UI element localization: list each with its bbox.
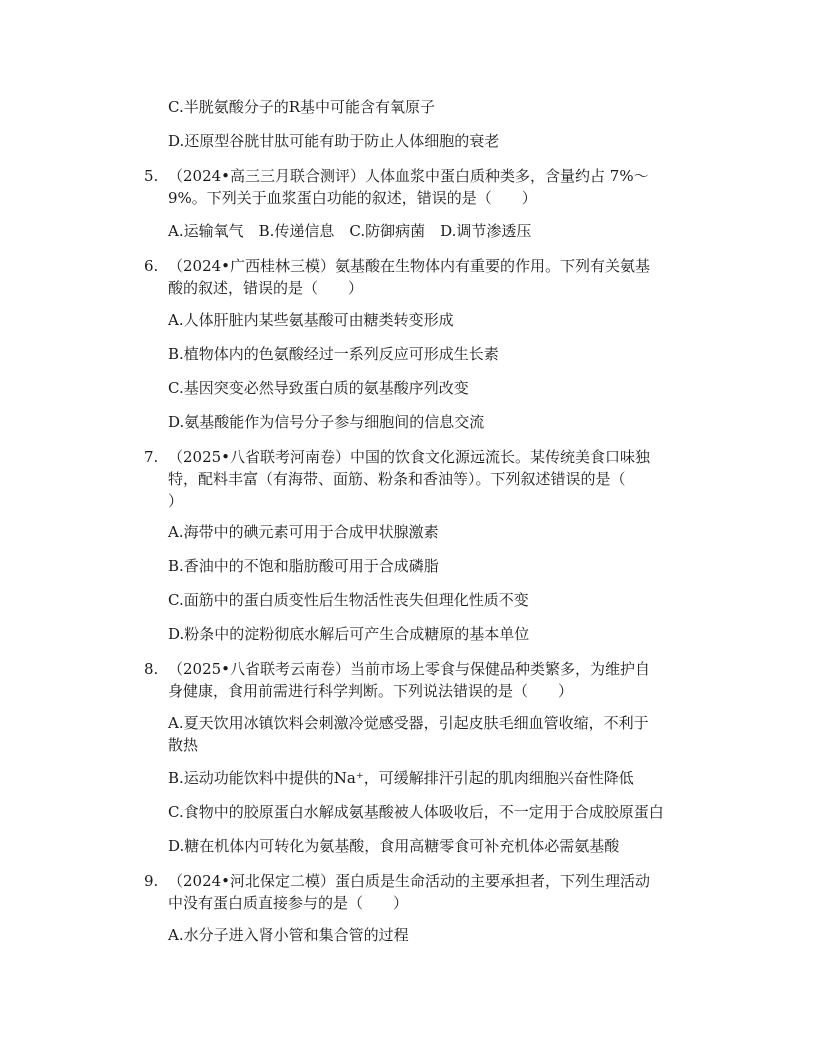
question-8-option-c: C.食物中的胶原蛋白水解成氨基酸被人体吸收后，不一定用于合成胶原蛋白 — [168, 803, 664, 821]
question-8-stem-line-2: 身健康，食用前需进行科学判断。下列说法错误的是（ ） — [168, 682, 574, 700]
question-7-stem-line-2: 特，配料丰富（有海带、面筋、粉条和香油等）。下列叙述错误的是（ — [168, 470, 626, 488]
question-8-stem-line-1: （2025•八省联考云南卷）当前市场上零食与保健品种类繁多，为维护自 — [168, 660, 651, 678]
question-8-number: 8. — [144, 660, 159, 678]
question-7-stem-line-1: （2025•八省联考河南卷）中国的饮食文化源远流长。某传统美食口味独 — [168, 448, 651, 466]
question-6-option-d: D.氨基酸能作为信号分子参与细胞间的信息交流 — [168, 413, 485, 431]
question-6-option-a: A.人体肝脏内某些氨基酸可由糖类转变形成 — [168, 311, 454, 329]
question-7-stem-line-3: ） — [168, 492, 184, 510]
question-5-stem-line-2: 9%。下列关于血浆蛋白功能的叙述，错误的是（ ） — [168, 189, 537, 207]
question-7-option-b: B.香油中的不饱和脂肪酸可用于合成磷脂 — [168, 557, 439, 575]
question-9-stem-line-1: （2024•河北保定二模）蛋白质是生命活动的主要承担者，下列生理活动 — [168, 872, 651, 890]
question-7-option-a: A.海带中的碘元素可用于合成甲状腺激素 — [168, 523, 439, 541]
prev-option-c: C.半胱氨酸分子的R基中可能含有氧原子 — [168, 98, 436, 116]
question-8-option-a-line-2: 散热 — [168, 736, 199, 754]
question-6-number: 6. — [144, 257, 159, 275]
question-5-options: A.运输氧气 B.传递信息 C.防御病菌 D.调节渗透压 — [168, 222, 532, 240]
question-6-stem-line-2: 酸的叙述，错误的是（ ） — [168, 279, 364, 297]
question-9-number: 9. — [144, 872, 159, 890]
question-5-stem-line-1: （2024•高三三月联合测评）人体血浆中蛋白质种类多，含量约占 7%～ — [168, 167, 649, 185]
question-7-option-d: D.粉条中的淀粉彻底水解后可产生合成糖原的基本单位 — [168, 625, 530, 643]
question-8-option-b: B.运动功能饮料中提供的Na⁺，可缓解排汗引起的肌肉细胞兴奋性降低 — [168, 769, 634, 787]
question-7-option-c: C.面筋中的蛋白质变性后生物活性丧失但理化性质不变 — [168, 591, 529, 609]
question-8-option-d: D.糖在机体内可转化为氨基酸，食用高糖零食可补充机体必需氨基酸 — [168, 837, 620, 855]
question-9-stem-line-2: 中没有蛋白质直接参与的是（ ） — [168, 894, 409, 912]
prev-option-d: D.还原型谷胱甘肽可能有助于防止人体细胞的衰老 — [168, 132, 500, 150]
question-6-stem-line-1: （2024•广西桂林三模）氨基酸在生物体内有重要的作用。下列有关氨基 — [168, 257, 651, 275]
question-7-number: 7. — [144, 448, 159, 466]
question-9-option-a: A.水分子进入肾小管和集合管的过程 — [168, 926, 409, 944]
question-6-option-b: B.植物体内的色氨酸经过一系列反应可形成生长素 — [168, 345, 499, 363]
question-8-option-a-line-1: A.夏天饮用冰镇饮料会刺激冷觉感受器，引起皮肤毛细血管收缩，不利于 — [168, 714, 649, 732]
question-6-option-c: C.基因突变必然导致蛋白质的氨基酸序列改变 — [168, 379, 469, 397]
question-5-number: 5. — [144, 167, 159, 185]
